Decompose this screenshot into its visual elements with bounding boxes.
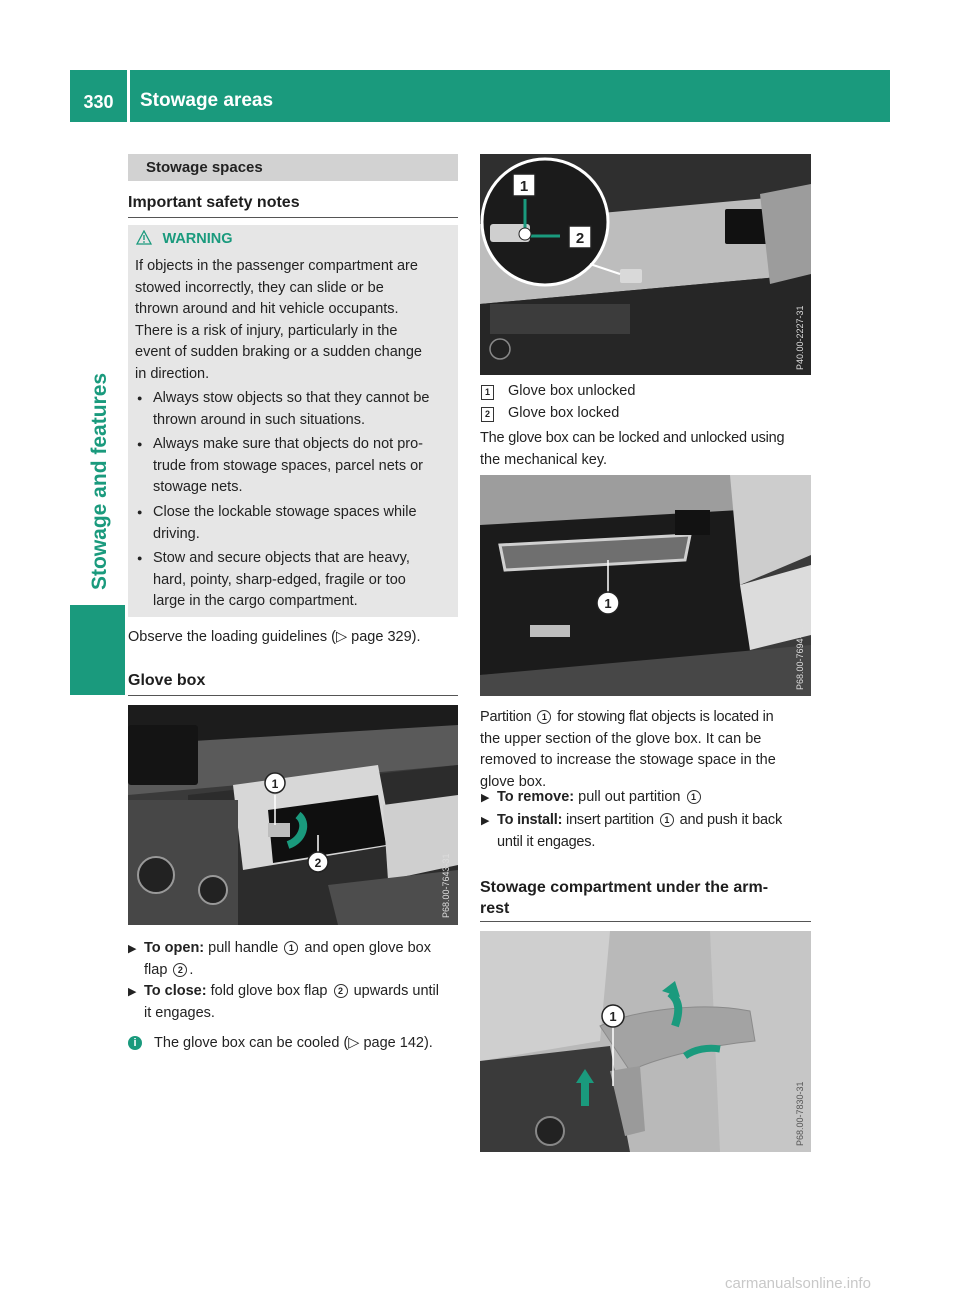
legend-text: Glove box unlocked xyxy=(508,383,636,399)
page-title: Stowage areas xyxy=(140,90,274,111)
sidebar-marker xyxy=(70,605,125,695)
svg-text:1: 1 xyxy=(604,596,612,611)
legend-item xyxy=(481,403,619,425)
info-text: The glove box can be cooled ( xyxy=(154,1035,349,1051)
callout-1-icon: 1 xyxy=(687,790,701,804)
bullet-line: stowage nets. xyxy=(153,479,243,495)
heading-rule xyxy=(128,217,458,218)
instruction-close: ▶ To close: fold glove box flap 2 upwards until it engages. xyxy=(128,983,439,1021)
page-ref-icon: ▷ xyxy=(348,1035,360,1051)
warning-line: If objects in the passenger compartment are xyxy=(135,258,418,274)
bullet-line: hard, pointy, sharp-edged, fragile or too xyxy=(153,571,406,588)
instruction-remove: ▶ To remove: pull out partition 1 xyxy=(481,787,821,809)
to-close-label: To close: xyxy=(144,983,207,999)
legend-text: Glove box locked xyxy=(508,405,620,421)
instruction-open: ▶ To open: pull handle 1 and open glove box flap 2 . xyxy=(128,940,431,978)
watermark: carmanualsonline.info xyxy=(725,1275,871,1292)
lock-text xyxy=(480,428,820,471)
info-suffix: ). xyxy=(423,1035,433,1051)
partition-text-a: Partition xyxy=(480,709,532,725)
armrest-photo xyxy=(480,931,811,1152)
observe-text xyxy=(128,627,468,649)
svg-text:1: 1 xyxy=(609,1009,617,1024)
warning-title: WARNING xyxy=(162,231,233,247)
page-ref-icon: ▷ xyxy=(335,629,348,645)
page-reference[interactable]: page 142 xyxy=(363,1035,424,1051)
legend-number: 2 xyxy=(481,407,494,422)
heading-line: Stowage compartment under the arm- xyxy=(480,879,769,896)
glovebox-heading: Glove box xyxy=(128,672,206,689)
bullet-line: Close the lockable stowage spaces while xyxy=(153,504,417,520)
warning-line: stowed incorrectly, they can slide or be xyxy=(135,279,384,296)
text-line: glove box. xyxy=(480,773,547,790)
sidebar-chapter-tab xyxy=(80,130,120,590)
callout-2-icon: 2 xyxy=(173,963,187,977)
safety-heading: Important safety notes xyxy=(128,194,300,211)
warning-line: thrown around and hit vehicle occupants. xyxy=(135,301,399,317)
callout-2-icon: 2 xyxy=(334,984,348,998)
partition-text xyxy=(480,707,820,793)
warning-line: event of sudden braking or a sudden change xyxy=(135,344,422,360)
glovebox-lock-photo xyxy=(480,154,811,375)
bullet-line: Always stow objects so that they cannot be xyxy=(153,390,430,406)
to-close-text: upwards until xyxy=(353,983,439,999)
callout-1-icon: 1 xyxy=(660,813,674,827)
to-open-label: To open: xyxy=(144,940,205,956)
heading-line: rest xyxy=(480,900,510,917)
observe-suffix: ). xyxy=(411,629,421,645)
bullet-line: large in the cargo compartment. xyxy=(153,593,358,609)
bullet-line: thrown around in such situations. xyxy=(153,411,365,428)
to-open-text: flap xyxy=(144,961,168,978)
text-line: The glove box can be locked and unlocked using xyxy=(480,430,785,446)
to-install-text: and push it back xyxy=(679,812,783,828)
text-line: the mechanical key. xyxy=(480,451,608,468)
photo-code: P68.00-7830-31 xyxy=(795,1081,805,1146)
warning-icon xyxy=(136,230,152,250)
to-open-text: and open glove box xyxy=(304,940,431,956)
warning-line: There is a risk of injury, particularly in the xyxy=(135,322,398,339)
warning-line: in direction. xyxy=(135,365,210,382)
to-open-text: pull handle xyxy=(208,940,279,956)
heading-rule xyxy=(128,695,458,696)
warning-text xyxy=(135,256,455,385)
legend-number: 1 xyxy=(481,385,494,400)
callout-1-icon: 1 xyxy=(537,710,551,724)
warning-bullet: ● Close the lockable stowage spaces while driving. xyxy=(137,502,457,545)
svg-text:2: 2 xyxy=(314,856,322,870)
warning-header xyxy=(136,230,233,250)
svg-text:1: 1 xyxy=(271,777,279,791)
section-heading: Stowage spaces xyxy=(128,154,458,181)
to-install-label: To install: xyxy=(497,812,563,828)
bullet-line: trude from stowage spaces, parcel nets or xyxy=(153,457,423,474)
to-remove-text: pull out partition xyxy=(578,789,681,805)
instruction-install: ▶ To install: insert partition 1 and push it back until it engages. xyxy=(481,812,783,850)
heading-rule xyxy=(480,921,811,922)
legend-item xyxy=(481,381,635,403)
callout-1-icon: 1 xyxy=(284,941,298,955)
bullet-line: Stow and secure objects that are heavy, xyxy=(153,550,410,566)
text-line: the upper section of the glove box. It can be xyxy=(480,730,762,747)
to-close-text: fold glove box flap xyxy=(210,983,328,999)
to-remove-label: To remove: xyxy=(497,789,575,805)
to-install-text: insert partition xyxy=(566,812,654,828)
text-line: removed to increase the stowage space in the xyxy=(480,752,776,768)
photo-code: P68.00-7694-31 xyxy=(795,625,805,690)
partition-text-b: for stowing flat objects is located in xyxy=(557,709,774,725)
page-number: 330 xyxy=(83,92,114,112)
sidebar-label: Stowage and features xyxy=(88,372,111,590)
warning-bullet: ● Stow and secure objects that are heavy, hard, pointy, sharp-edged, fragile or too large in the cargo compartment. xyxy=(137,548,457,613)
warning-bullet: ● Always stow objects so that they cannot be thrown around in such situations. xyxy=(137,388,457,431)
to-install-text: until it engages. xyxy=(497,833,596,850)
glovebox-photo xyxy=(128,705,458,925)
partition-photo xyxy=(480,475,811,696)
page-reference[interactable]: page 329 xyxy=(351,629,412,645)
armrest-heading xyxy=(480,877,820,919)
info-note xyxy=(128,1033,468,1055)
warning-bullet: ● Always make sure that objects do not pro- trude from stowage spaces, parcel nets or stowage nets. xyxy=(137,434,457,499)
header-divider xyxy=(127,70,130,122)
svg-text:2: 2 xyxy=(575,230,585,247)
photo-code: P68.00-7643-31 xyxy=(441,853,451,918)
photo-code: P40.00-2227-31 xyxy=(795,305,805,370)
page-header xyxy=(70,70,890,122)
to-close-text: it engages. xyxy=(144,1004,215,1021)
bullet-line: Always make sure that objects do not pro- xyxy=(153,436,423,452)
observe-prefix: Observe the loading guidelines ( xyxy=(128,629,336,645)
info-icon: i xyxy=(128,1036,142,1050)
bullet-line: driving. xyxy=(153,525,200,542)
svg-text:1: 1 xyxy=(519,178,529,195)
